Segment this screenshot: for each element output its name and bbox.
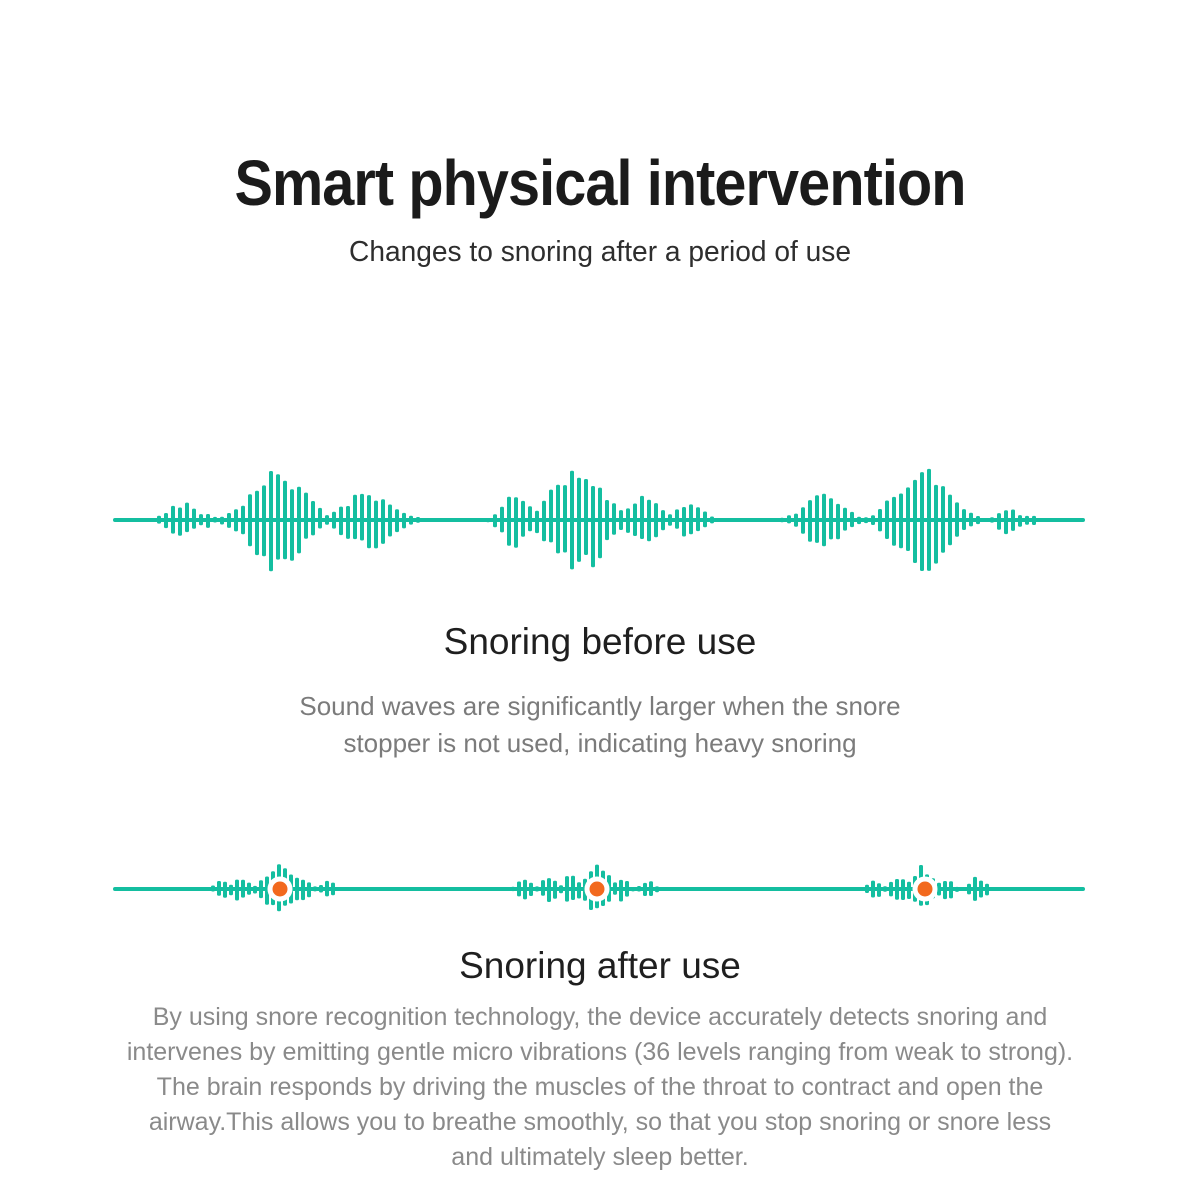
after-description-line-5: and ultimately sleep better. — [451, 1143, 749, 1171]
page-title: Smart physical intervention — [234, 147, 966, 219]
after-waveform — [113, 864, 1085, 911]
vibration-dot — [587, 879, 607, 899]
before-description — [0, 688, 1200, 762]
page-subtitle: Changes to snoring after a period of use — [349, 236, 851, 268]
after-heading: Snoring after use — [459, 945, 741, 986]
vibration-dot — [270, 879, 290, 899]
after-description-line-3: The brain responds by driving the muscles of the throat to contract and open the — [156, 1073, 1044, 1101]
after-description-line-4: airway.This allows you to breathe smoothly, so that you stop snoring or snore less — [148, 1108, 1052, 1136]
after-description — [0, 1000, 1200, 1175]
after-description-line-1: By using snore recognition technology, the device accurately detects snoring and — [152, 1003, 1048, 1031]
vibration-dot — [915, 879, 935, 899]
before-waveform — [113, 469, 1085, 571]
before-heading: Snoring before use — [443, 621, 757, 662]
before-description-line-1: Sound waves are significantly larger when the snore — [299, 691, 901, 721]
after-description-line-2: intervenes by emitting gentle micro vibrations (36 levels ranging from weak to strong). — [126, 1038, 1074, 1066]
before-description-line-2: stopper is not used, indicating heavy snoring — [343, 728, 857, 758]
